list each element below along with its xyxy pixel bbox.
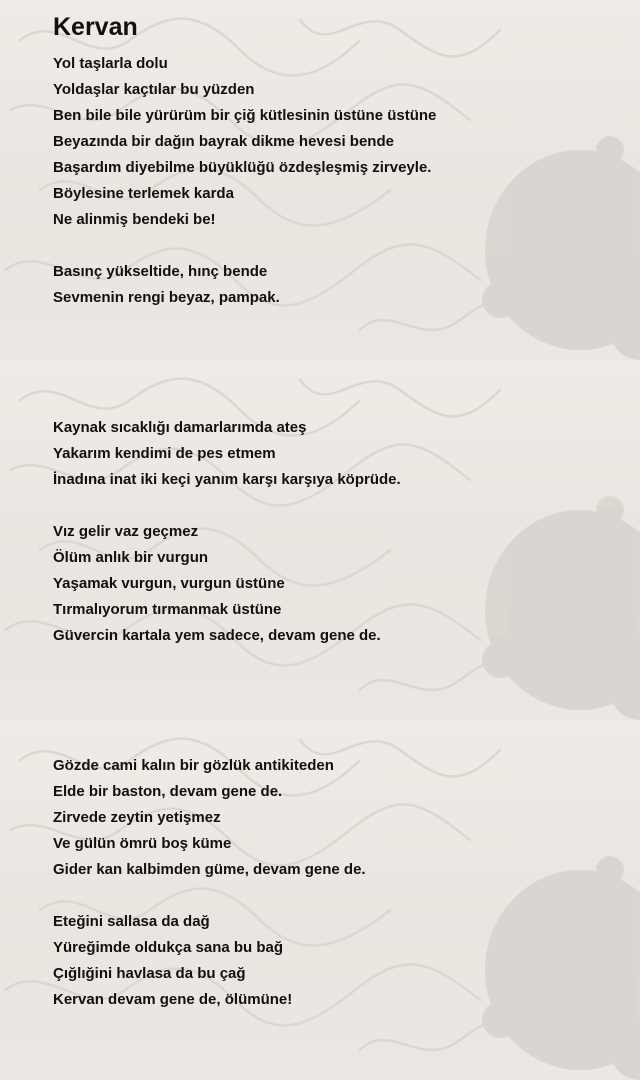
poem-line: Beyazında bir dağın bayrak dikme hevesi bende	[53, 133, 394, 150]
poem-line: Kervan devam gene de, ölümüne!	[53, 991, 293, 1008]
poem-line: Yakarım kendimi de pes etmem	[53, 445, 276, 462]
poem-line: Çığlığini havlasa da bu çağ	[53, 965, 246, 982]
poem-line: Basınç yükseltide, hınç bende	[53, 263, 268, 280]
poem-line: Ben bile bile yürürüm bir çiğ kütlesinin üstüne üstüne	[53, 107, 437, 124]
poem-line: Sevmenin rengi beyaz, pampak.	[53, 289, 280, 306]
poem-line: Yoldaşlar kaçtılar bu yüzden	[53, 81, 255, 98]
poem-line: Yüreğimde oldukça sana bu bağ	[53, 939, 284, 956]
poem-line: Ve gülün ömrü boş küme	[53, 835, 232, 852]
poem-line: Böylesine terlemek karda	[53, 185, 234, 202]
stanza	[53, 519, 613, 649]
poem-line: Kaynak sıcaklığı damarlarımda ateş	[53, 419, 307, 436]
poem-line: Gözde cami kalın bir gözlük antikiteden	[53, 757, 334, 774]
poem-line: Zirvede zeytin yetişmez	[53, 809, 221, 826]
poem-title: Kervan	[53, 13, 138, 41]
poem-line: Başardım diyebilme büyüklüğü özdeşleşmiş zirveyle.	[53, 159, 432, 176]
poem-line: Tırmalıyorum tırmanmak üstüne	[53, 601, 282, 618]
stanza	[53, 51, 613, 233]
stanza	[53, 259, 613, 311]
poem-line: Yol taşlarla dolu	[53, 55, 168, 72]
poem-line: İnadına inat iki keçi yanım karşı karşıya köprüde.	[53, 471, 401, 488]
stanza	[53, 753, 613, 883]
poem-line: Ölüm anlık bir vurgun	[53, 549, 209, 566]
poem-line: Vız gelir vaz geçmez	[53, 523, 199, 540]
stanza	[53, 909, 613, 1013]
poem-body	[53, 51, 613, 1039]
poem-line: Yaşamak vurgun, vurgun üstüne	[53, 575, 285, 592]
poem-line: Ne alinmiş bendeki be!	[53, 211, 216, 228]
poem-line: Gider kan kalbimden güme, devam gene de.	[53, 861, 366, 878]
poem-line: Elde bir baston, devam gene de.	[53, 783, 283, 800]
poem-line: Eteğini sallasa da dağ	[53, 913, 210, 930]
poem-line: Güvercin kartala yem sadece, devam gene de.	[53, 627, 381, 644]
stanza	[53, 415, 613, 493]
